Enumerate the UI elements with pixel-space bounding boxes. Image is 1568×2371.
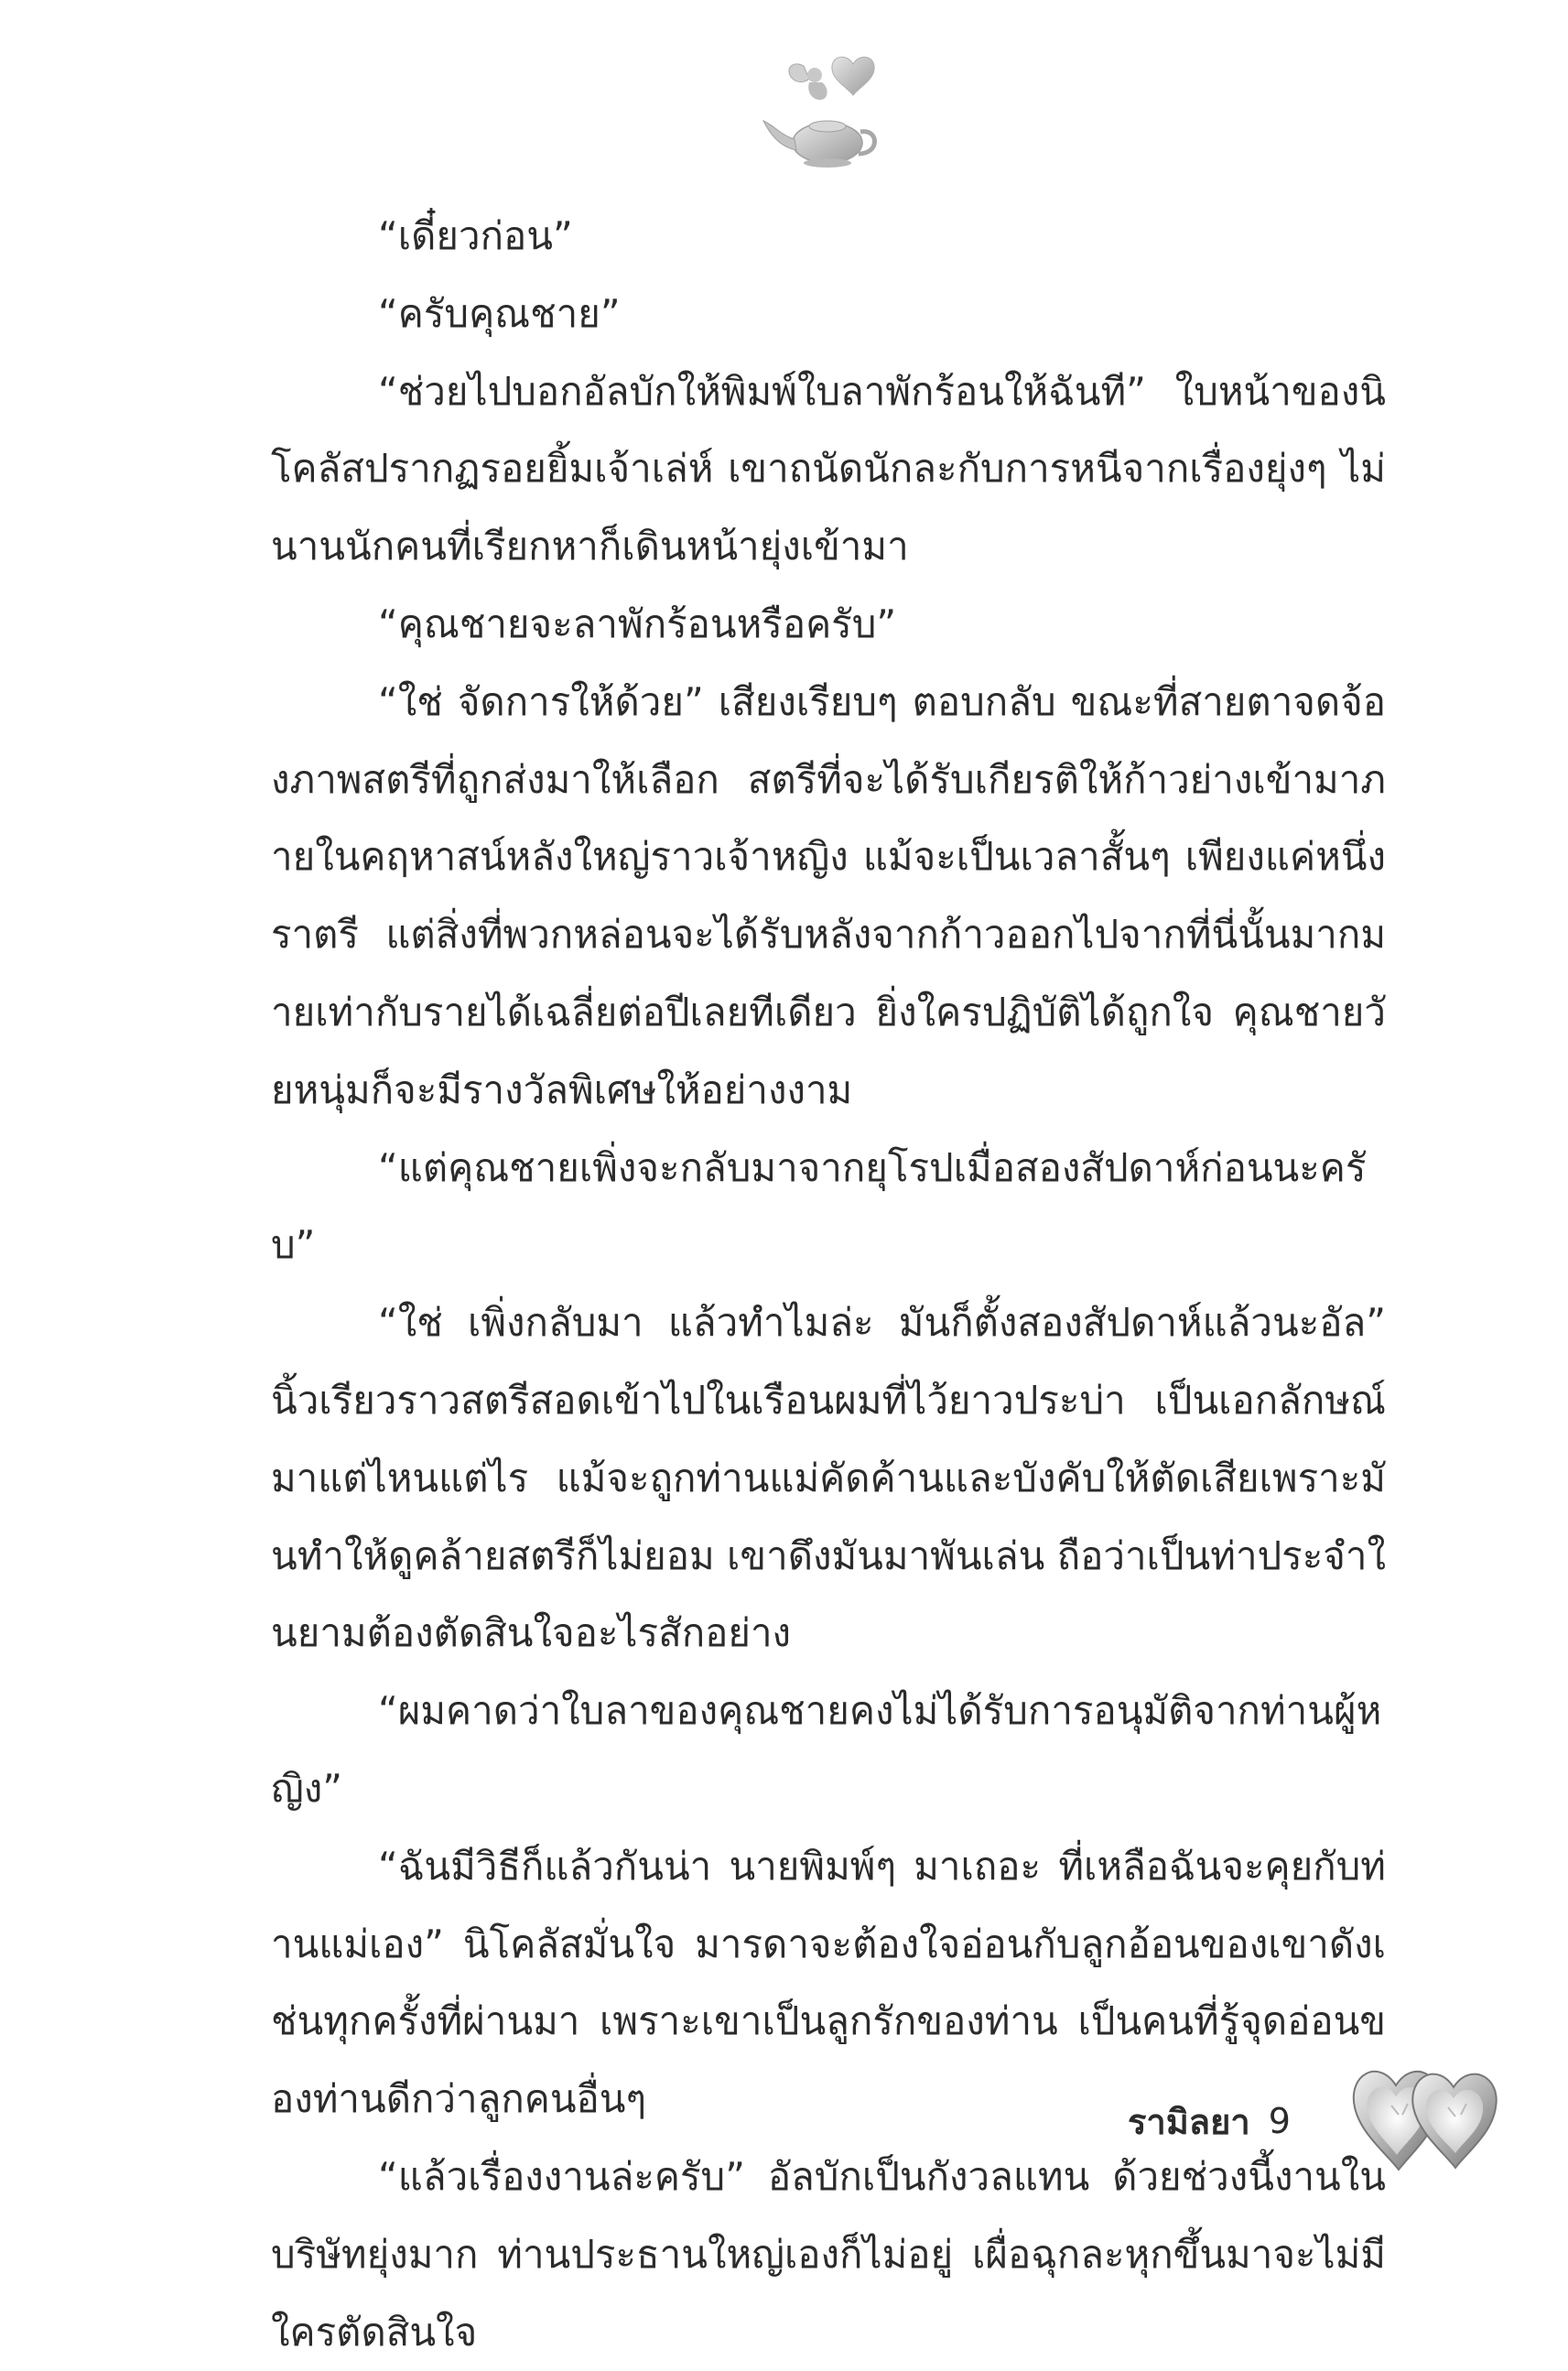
page-footer xyxy=(1128,2089,1291,2153)
paragraph: “ใช่ จัดการให้ด้วย” เสียงเรียบๆ ตอบกลับ ขณะที่สายตาจดจ้องภาพสตรีที่ถูกส่งมาให้เลือก สตรีที่จะได้รับเกียรติให้ก้าวย่างเข้ามาภายในคฤหาสน์หลังใหญ่ราวเจ้าหญิง แม้จะเป็นเวลาสั้นๆ เพียงแค่หนึ่งราตรี แต่สิ่งที่พวกหล่อนจะได้รับหลังจากก้าวออกไปจากที่นี่นั้นมากมายเท่ากับรายได้เฉลี่ยต่อปีเลยทีเดียว ยิ่งใครปฏิบัติได้ถูกใจ คุณชายวัยหนุ่มก็จะมีรางวัลพิเศษให้อย่างงาม xyxy=(271,678,1386,1112)
paragraph: “ช่วยไปบอกอัลบักให้พิมพ์ใบลาพักร้อนให้ฉันที” ใบหน้าของนิโคลัสปรากฏรอยยิ้มเจ้าเล่ห์ เขาถนัดนักละกับการหนีจากเรื่องยุ่งๆ ไม่นานนักคนที่เรียกหาก็เดินหน้ายุ่งเข้ามา xyxy=(271,368,1386,569)
paragraph: “ใช่ เพิ่งกลับมา แล้วทำไมล่ะ มันก็ตั้งสองสัปดาห์แล้วนะอัล” นิ้วเรียวราวสตรีสอดเข้าไปในเรือนผมที่ไว้ยาวประบ่า เป็นเอกลักษณ์มาแต่ไหนแต่ไร แม้จะถูกท่านแม่คัดค้านและบังคับให้ตัดเสียเพราะมันทำให้ดูคล้ายสตรีก็ไม่ยอม เขาดึงมันมาพันเล่น ถือว่าเป็นท่าประจำในยามต้องตัดสินใจอะไรสักอย่าง xyxy=(271,1300,1386,1656)
twin-hearts-ornament-icon xyxy=(1346,2051,1501,2197)
teapot-cupid-ornament-icon xyxy=(751,48,897,176)
paragraph: “ฉันมีวิธีก็แล้วกันน่า นายพิมพ์ๆ มาเถอะ ที่เหลือฉันจะคุยกับท่านแม่เอง” นิโคลัสมั่นใจ มารดาจะต้องใจอ่อนกับลูกอ้อนของเขาดังเช่นทุกครั้งที่ผ่านมา เพราะเขาเป็นลูกรักของท่าน เป็นคนที่รู้จุดอ่อนของท่านดีกว่าลูกคนอื่นๆ xyxy=(271,1843,1386,2122)
story-text xyxy=(271,198,1386,2371)
page-number: 9 xyxy=(1268,2101,1291,2141)
paragraph: “ครับคุณชาย” xyxy=(378,290,621,336)
paragraph: “คุณชายจะลาพักร้อนหรือครับ” xyxy=(378,601,897,646)
book-title: รามิลยา xyxy=(1128,2101,1250,2142)
paragraph: “แต่คุณชายเพิ่งจะกลับมาจากยุโรปเมื่อสองสัปดาห์ก่อนนะครับ” xyxy=(271,1144,1367,1268)
paragraph: “แล้วเรื่องงานล่ะครับ” อัลบักเป็นกังวลแทน ด้วยช่วงนี้งานในบริษัทยุ่งมาก ท่านประธานใหญ่เองก็ไม่อยู่ เผื่อฉุกละหุกขึ้นมาจะไม่มีใครตัดสินใจ xyxy=(271,2153,1386,2355)
paragraph: “เดี๋ยวก่อน” xyxy=(378,213,573,258)
paragraph: “ผมคาดว่าใบลาของคุณชายคงไม่ได้รับการอนุมัติจากท่านผู้หญิง” xyxy=(271,1688,1382,1811)
